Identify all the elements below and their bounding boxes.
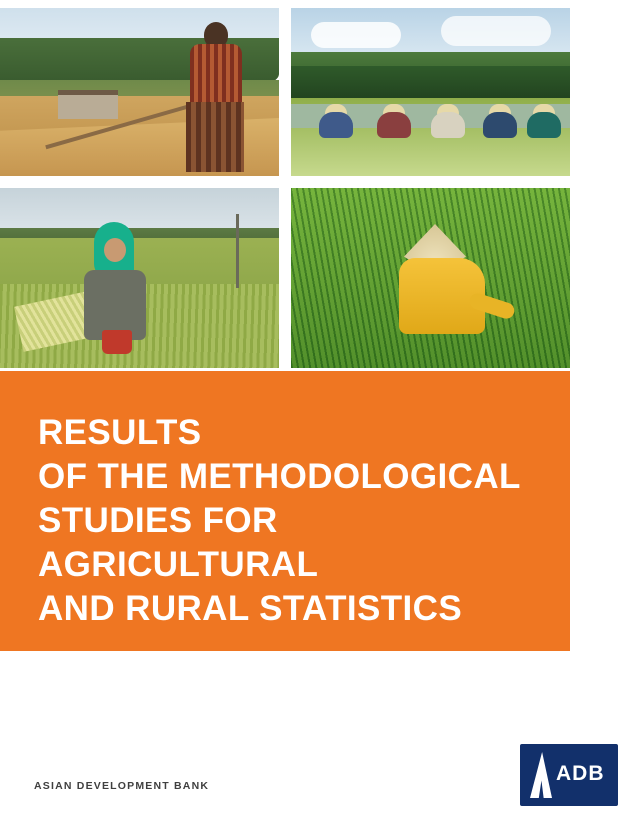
farm-worker xyxy=(431,104,465,144)
skirt xyxy=(186,102,244,172)
farm-worker xyxy=(527,104,561,144)
photo-woman-harvesting-rice xyxy=(0,188,279,368)
body xyxy=(483,112,517,138)
cloud xyxy=(311,22,401,48)
photo-woman-raking-grain xyxy=(0,8,279,176)
adb-logo xyxy=(520,744,618,806)
publisher-name: ASIAN DEVELOPMENT BANK xyxy=(34,780,210,792)
title-line: OF THE METHODOLOGICAL xyxy=(38,457,521,497)
farm-worker xyxy=(483,104,517,144)
farm-worker xyxy=(319,104,353,144)
torso xyxy=(190,44,242,108)
red-bucket xyxy=(102,330,132,354)
adb-mark-icon xyxy=(530,752,552,798)
adb-logo-text: ADB xyxy=(556,762,605,785)
person-in-conical-hat xyxy=(381,224,521,354)
body xyxy=(377,112,411,138)
page-title xyxy=(38,411,538,631)
title-line: AND RURAL STATISTICS xyxy=(38,589,463,629)
body xyxy=(319,112,353,138)
utility-pole xyxy=(236,214,239,288)
body xyxy=(431,112,465,138)
photo-woman-conical-hat-paddy xyxy=(291,188,570,368)
photo-farmers-transplanting-rice xyxy=(291,8,570,176)
title-line: STUDIES FOR AGRICULTURAL xyxy=(38,501,319,585)
farm-worker xyxy=(377,104,411,144)
cloud xyxy=(441,16,551,46)
cover-photo-grid xyxy=(0,8,570,363)
body xyxy=(527,112,561,138)
person-harvesting xyxy=(72,222,158,368)
face xyxy=(104,238,126,262)
village-house xyxy=(58,90,118,119)
title-line: RESULTS xyxy=(38,413,202,452)
title-band xyxy=(0,371,570,651)
person-raking xyxy=(176,22,250,172)
